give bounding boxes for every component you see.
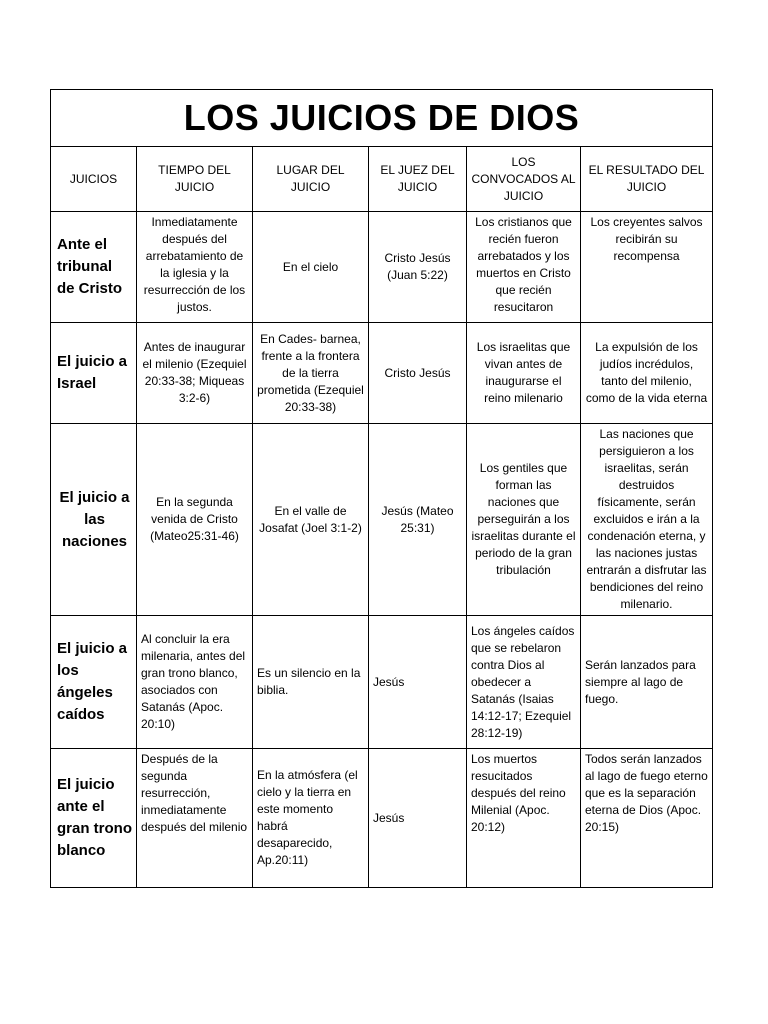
row-juez: Cristo Jesús (Juan 5:22)	[369, 212, 467, 323]
table-row	[51, 424, 713, 616]
row-lugar: En Cades- barnea, frente a la frontera de la tierra prometida (Ezequiel 20:33-38)	[253, 323, 369, 424]
row-convocados: Los muertos resucitados después del reino Milenial (Apoc. 20:12)	[467, 749, 581, 888]
table-row	[51, 212, 713, 323]
row-convocados: Los ángeles caídos que se rebelaron contra Dios al obedecer a Satanás (Isaias 14:12-17; Ezequiel 28:12-19)	[467, 616, 581, 749]
row-convocados: Los gentiles que forman las naciones que perseguirán a los israelitas durante el periodo de la gran tribulación	[467, 424, 581, 616]
row-juicio: El juicio a los ángeles caídos	[51, 616, 137, 749]
row-juez: Jesús	[369, 749, 467, 888]
row-resultado: La expulsión de los judíos incrédulos, tanto del milenio, como de la vida eterna	[581, 323, 713, 424]
header-row	[51, 147, 713, 212]
row-tiempo: Al concluir la era milenaria, antes del gran trono blanco, asociados con Satanás (Apoc. 20:10)	[137, 616, 253, 749]
header-lugar: LUGAR DEL JUICIO	[253, 147, 369, 212]
row-juez: Cristo Jesús	[369, 323, 467, 424]
row-tiempo: Inmediatamente después del arrebatamiento de la iglesia y la resurrección de los justos.	[137, 212, 253, 323]
row-juicio: El juicio ante el gran trono blanco	[51, 749, 137, 888]
header-resultado: EL RESULTADO DEL JUICIO	[581, 147, 713, 212]
row-juez: Jesús	[369, 616, 467, 749]
row-tiempo: Después de la segunda resurrección, inmediatamente después del milenio	[137, 749, 253, 888]
row-lugar: Es un silencio en la biblia.	[253, 616, 369, 749]
row-tiempo: En la segunda venida de Cristo (Mateo25:31-46)	[137, 424, 253, 616]
row-juicio: Ante el tribunal de Cristo	[51, 212, 137, 323]
row-resultado: Las naciones que persiguieron a los israelitas, serán destruidos físicamente, serán excluidos e irán a la condenación eterna, y las naciones justas entrarán a disfrutar las bendiciones del reino milenario.	[581, 424, 713, 616]
row-lugar: En el valle de Josafat (Joel 3:1-2)	[253, 424, 369, 616]
row-lugar: En la atmósfera (el cielo y la tierra en este momento habrá desaparecido, Ap.20:11)	[253, 749, 369, 888]
judgments-table	[50, 89, 713, 888]
row-convocados: Los israelitas que vivan antes de inaugurarse el reino milenario	[467, 323, 581, 424]
row-convocados: Los cristianos que recién fueron arrebatados y los muertos en Cristo que recién resucitaron	[467, 212, 581, 323]
row-juez: Jesús (Mateo 25:31)	[369, 424, 467, 616]
table-row	[51, 323, 713, 424]
row-resultado: Todos serán lanzados al lago de fuego eterno que es la separación eterna de Dios (Apoc. 20:15)	[581, 749, 713, 888]
table-row	[51, 616, 713, 749]
table-row	[51, 749, 713, 888]
page-title: LOS JUICIOS DE DIOS	[51, 90, 713, 147]
row-juicio: El juicio a las naciones	[51, 424, 137, 616]
header-tiempo: TIEMPO DEL JUICIO	[137, 147, 253, 212]
row-tiempo: Antes de inaugurar el milenio (Ezequiel 20:33-38; Miqueas 3:2-6)	[137, 323, 253, 424]
row-lugar: En el cielo	[253, 212, 369, 323]
row-resultado: Los creyentes salvos recibirán su recompensa	[581, 212, 713, 323]
header-juez: EL JUEZ DEL JUICIO	[369, 147, 467, 212]
header-juicios: JUICIOS	[51, 147, 137, 212]
row-resultado: Serán lanzados para siempre al lago de fuego.	[581, 616, 713, 749]
row-juicio: El juicio a Israel	[51, 323, 137, 424]
header-convocados: LOS CONVOCADOS AL JUICIO	[467, 147, 581, 212]
